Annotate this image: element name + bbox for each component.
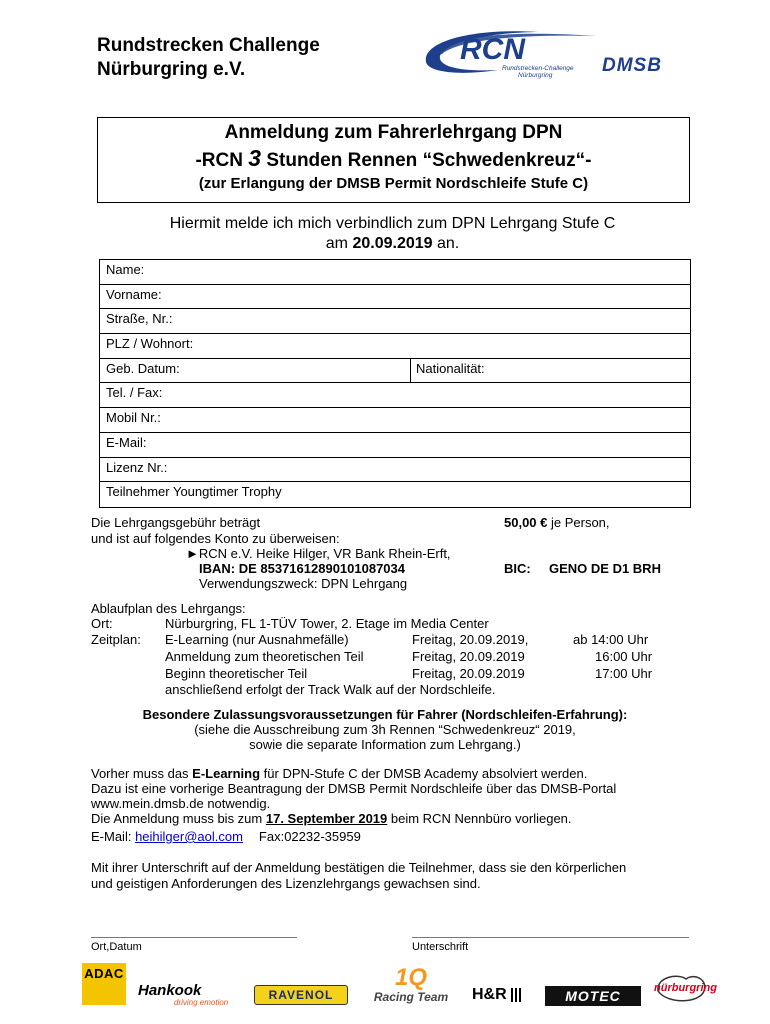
ort-value: Nürburgring, FL 1-TÜV Tower, 2. Etage im Media Center bbox=[165, 616, 489, 631]
field-geb-datum[interactable]: Geb. Datum: Nationalität: bbox=[100, 359, 690, 384]
schedule-item-what: Beginn theoretischer Teil bbox=[165, 666, 308, 681]
adac-logo: ADAC bbox=[82, 963, 126, 1005]
fee-line1: Die Lehrgangsgebühr beträgt bbox=[91, 515, 261, 530]
schedule-item-date: Freitag, 20.09.2019 bbox=[412, 666, 525, 681]
ort-datum-label: Ort,Datum bbox=[91, 941, 142, 953]
confirm-line1: Mit ihrer Unterschrift auf der Anmeldung bestätigen die Teilnehmer, dass sie den körperlichen bbox=[91, 860, 627, 875]
bank-line: ►RCN e.V. Heike Hilger, VR Bank Rhein-Erft, bbox=[186, 546, 451, 561]
ort-datum-line[interactable] bbox=[91, 937, 297, 938]
fee-amount: 50,00 € je Person, bbox=[504, 515, 610, 530]
field-plz[interactable]: PLZ / Wohnort: bbox=[100, 334, 690, 359]
notes-line4: Die Anmeldung muss bis zum 17. September 2019 beim RCN Nennbüro vorliegen. bbox=[91, 811, 572, 826]
confirm-line2: und geistigen Anforderungen des Lizenzlehrgangs gewachsen sind. bbox=[91, 876, 481, 891]
course-date: 20.09.2019 bbox=[352, 235, 433, 252]
hankook-logo: Hankook driving emotion bbox=[138, 982, 229, 1007]
rcn-logo-text: RCN bbox=[460, 33, 525, 66]
fax-number: Fax:02232-35959 bbox=[258, 829, 361, 844]
schedule-heading: Ablaufplan des Lehrgangs: bbox=[91, 601, 246, 616]
dmsb-logo: DMSB bbox=[602, 55, 662, 76]
ravenol-logo: RAVENOL bbox=[254, 985, 348, 1005]
bic-value: GENO DE D1 BRH bbox=[549, 561, 661, 576]
title-number: 3 bbox=[248, 145, 262, 171]
intro-text: Hiermit melde ich mich verbindlich zum DPN Lehrgang Stufe C am 20.09.2019 an. bbox=[169, 215, 616, 252]
field-tel-fax[interactable]: Tel. / Fax: bbox=[100, 383, 690, 408]
signature-line[interactable] bbox=[412, 937, 689, 938]
iban: IBAN: DE 85371612890101087034 bbox=[199, 561, 405, 576]
requirements-heading: Besondere Zulassungsvoraussetzungen für Fahrer (Nordschleifen-Erfahrung): bbox=[142, 707, 628, 722]
field-mobil[interactable]: Mobil Nr.: bbox=[100, 408, 690, 433]
title-line3: (zur Erlangung der DMSB Permit Nordschleife Stufe C) bbox=[198, 175, 589, 192]
schedule-item-time: 16:00 Uhr bbox=[595, 649, 653, 664]
field-nationalitaet[interactable]: Nationalität: bbox=[416, 360, 485, 376]
rcn-logo-sub2: Nürburgring bbox=[518, 72, 553, 79]
schedule-item-date: Freitag, 20.09.2019 bbox=[412, 649, 525, 664]
title-line1: Anmeldung zum Fahrerlehrgang DPN bbox=[224, 122, 563, 143]
org-name-line2: Nürburgring e.V. bbox=[97, 59, 246, 80]
email-link[interactable]: heihilger@aol.com bbox=[135, 829, 243, 844]
title-line2: -RCN 3 Stunden Rennen “Schwedenkreuz“- bbox=[195, 145, 592, 171]
bic-label: BIC: bbox=[504, 561, 531, 576]
field-email[interactable]: E-Mail: bbox=[100, 433, 690, 458]
field-name[interactable]: Name: bbox=[100, 260, 690, 285]
rcn-logo bbox=[418, 26, 600, 84]
notes-line1: Vorher muss das E-Learning für DPN-Stufe C der DMSB Academy absolviert werden. bbox=[91, 766, 588, 781]
rcn-logo-sub1: Rundstrecken-Challenge bbox=[502, 65, 574, 72]
schedule-item-date: Freitag, 20.09.2019, bbox=[412, 632, 529, 647]
schedule-item-what: Anmeldung zum theoretischen Teil bbox=[165, 649, 364, 664]
schedule-item-time: 17:00 Uhr bbox=[595, 666, 653, 681]
motec-logo: MOTEC bbox=[545, 986, 641, 1006]
ort-label: Ort: bbox=[91, 616, 113, 631]
notes-line2: Dazu ist eine vorherige Beantragung der DMSB Permit Nordschleife über das DMSB-Portal bbox=[91, 781, 617, 796]
schedule-item-time: ab 14:00 Uhr bbox=[573, 632, 649, 647]
notes-line3: www.mein.dmsb.de notwendig. bbox=[91, 796, 271, 811]
signature-label: Unterschrift bbox=[412, 941, 469, 953]
org-name-line1: Rundstrecken Challenge bbox=[97, 35, 320, 56]
zeitplan-label: Zeitplan: bbox=[91, 632, 141, 647]
registration-form bbox=[99, 259, 691, 508]
requirements-line2: (siehe die Ausschreibung zum 3h Rennen “Schwedenkreuz“ 2019, bbox=[194, 722, 576, 737]
fee-line2: und ist auf folgendes Konto zu überweisen: bbox=[91, 531, 340, 546]
field-lizenz[interactable]: Lizenz Nr.: bbox=[100, 458, 690, 483]
deadline-date: 17. September 2019 bbox=[265, 811, 388, 826]
title-box bbox=[97, 117, 690, 203]
requirements-line3: sowie die separate Information zum Lehrgang.) bbox=[249, 737, 521, 752]
purpose: Verwendungszweck: DPN Lehrgang bbox=[199, 576, 408, 591]
nuerburgring-logo: nürburgring bbox=[650, 969, 714, 1009]
schedule-after: anschließend erfolgt der Track Walk auf der Nordschleife. bbox=[165, 682, 496, 697]
field-divider bbox=[410, 359, 411, 383]
field-youngtimer[interactable]: Teilnehmer Youngtimer Trophy bbox=[106, 484, 282, 500]
schedule-item-what: E-Learning (nur Ausnahmefälle) bbox=[165, 632, 349, 647]
field-strasse[interactable]: Straße, Nr.: bbox=[100, 309, 690, 334]
hr-logo: H&R bbox=[472, 986, 532, 1006]
contact-line: E-Mail: heihilger@aol.com Fax:02232-35959 bbox=[91, 829, 361, 844]
field-vorname[interactable]: Vorname: bbox=[100, 285, 690, 310]
oneq-racing-logo: 1Q Racing Team bbox=[373, 964, 449, 1004]
